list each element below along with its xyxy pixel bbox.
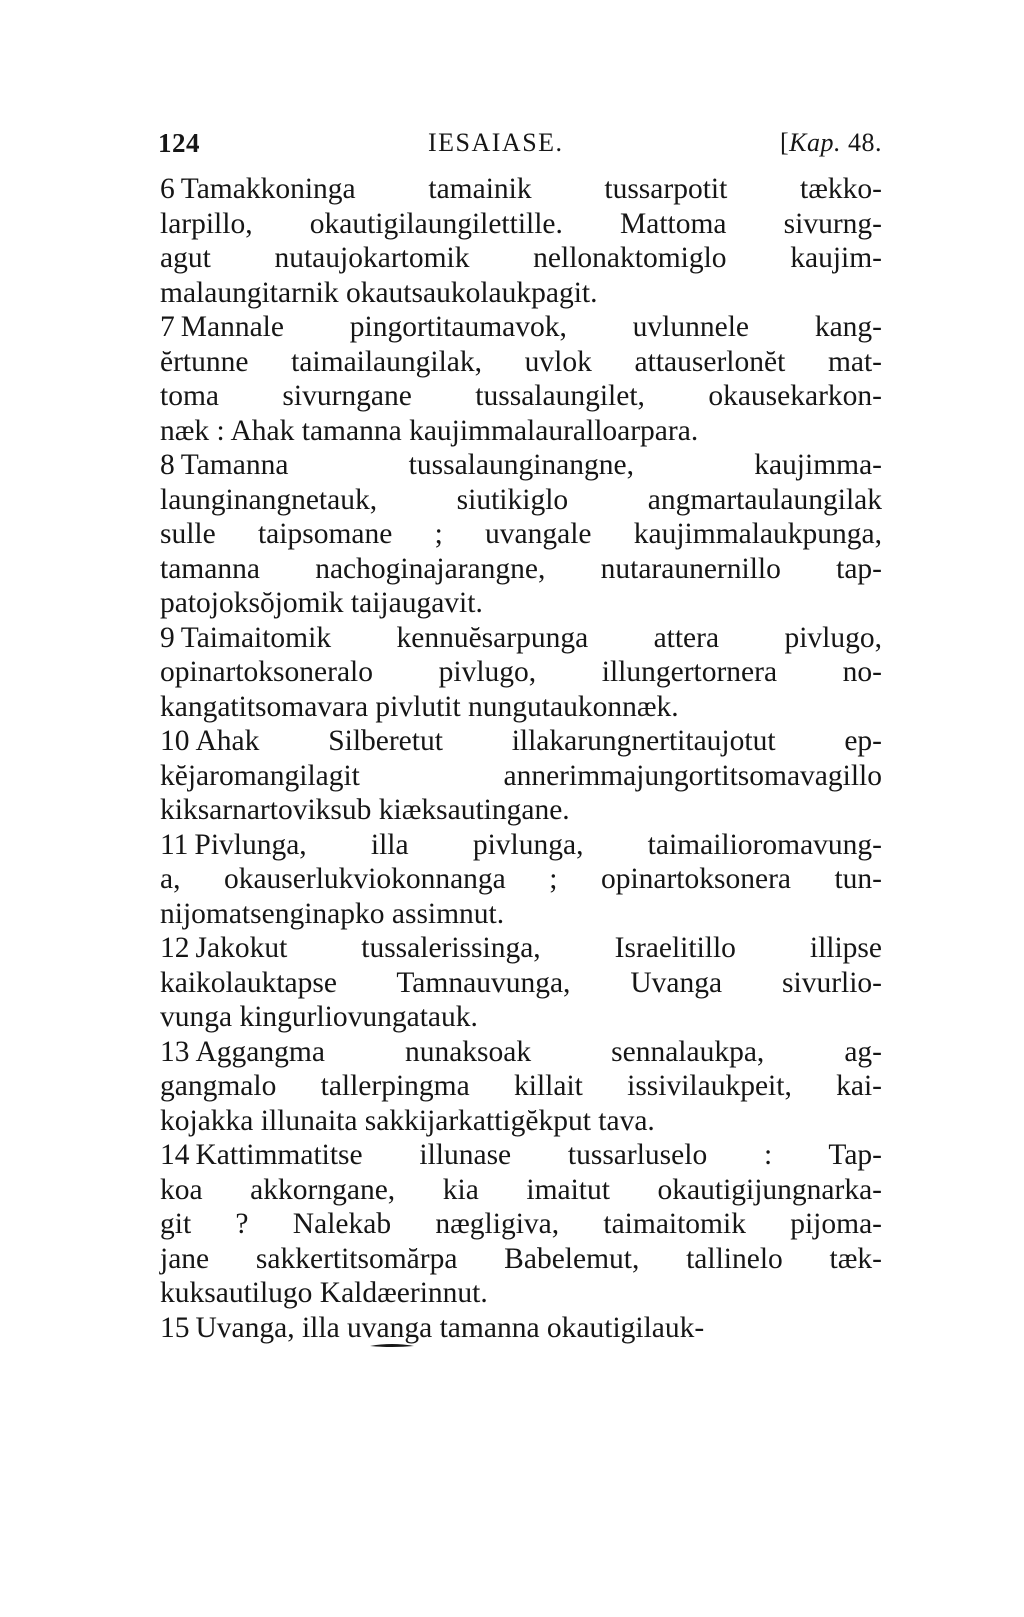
verse-text: næk : Ahak tamanna kaujimmalauralloarpara. <box>160 414 699 447</box>
verse-text: kaikolauktapse Tamnauvunga, Uvanga sivurlio- <box>160 966 882 999</box>
verse-text: kojakka illunaita sakkijarkattigĕkput tava. <box>160 1104 655 1137</box>
verse-number: 7 <box>160 311 175 343</box>
verse-number: 11 <box>160 828 189 861</box>
verse-text: koa akkorngane, kia imaitut okautigijungnarka- <box>160 1173 882 1206</box>
verse <box>160 1035 882 1139</box>
verse-text: Ahak Silberetut illakarungnertitaujotut ep- <box>195 725 882 757</box>
verse-line <box>160 793 882 828</box>
verse <box>160 310 882 448</box>
verse-number: 9 <box>160 621 175 654</box>
page <box>160 128 882 1345</box>
verse-text: Uvanga, illa uvanga tamanna okautigilauk- <box>195 1311 705 1344</box>
verse-text: Mannale pingortitaumavok, uvlunnele kang- <box>180 311 882 343</box>
verse-text: vunga kingurliovungatauk. <box>160 1001 478 1033</box>
verse-line <box>160 621 882 656</box>
verse-line <box>160 483 882 518</box>
verse-line <box>160 897 882 932</box>
verse-line <box>160 862 882 897</box>
verse-line <box>160 759 882 794</box>
verse-line <box>160 172 882 207</box>
verse-line <box>160 517 882 552</box>
verse-line <box>160 655 882 690</box>
verse-line <box>160 931 882 966</box>
running-head <box>160 128 882 172</box>
verse-text: Aggangma nunaksoak sennalaukpa, ag- <box>195 1035 882 1068</box>
verse-list <box>160 172 882 1345</box>
verse-text: malaungitarnik okautsaukolaukpagit. <box>160 276 598 309</box>
verse-line <box>160 1242 882 1277</box>
verse-text: kĕjaromangilagit annerimmajungortitsomavagillo <box>160 759 882 792</box>
verse-line <box>160 1104 882 1139</box>
verse-line <box>160 1035 882 1070</box>
verse-text: Taimaitomik kennuĕsarpunga attera pivlugo, <box>180 621 882 654</box>
chapter-number: 48. <box>848 128 882 157</box>
verse <box>160 1138 882 1311</box>
verse-text: opinartoksoneralo pivlugo, illungertornera no- <box>160 656 882 688</box>
verse-line <box>160 241 882 276</box>
verse-line <box>160 448 882 483</box>
verse-line <box>160 379 882 414</box>
book-title: IESAIASE. <box>428 128 564 157</box>
verse-number: 14 <box>160 1139 190 1171</box>
verse-text: kuksautilugo Kaldæerinnut. <box>160 1277 488 1309</box>
verse-text: launginangnetauk, siutikiglo angmartaulaungilak <box>160 483 882 516</box>
verse-text: sulle taipsomane ; uvangale kaujimmalaukpunga, <box>160 518 882 550</box>
verse <box>160 828 882 932</box>
verse-text: agut nutaujokartomik nellonaktomiglo kaujim- <box>160 242 882 274</box>
verse-line <box>160 586 882 621</box>
verse-line <box>160 1069 882 1104</box>
verse-text: patojoksŏjomik taijaugavit. <box>160 587 483 619</box>
chapter-bracket: [ <box>779 128 790 157</box>
verse-line <box>160 690 882 725</box>
verse-line <box>160 1000 882 1035</box>
chapter-label: Kap. <box>789 128 841 157</box>
verse-line <box>160 966 882 1001</box>
verse <box>160 621 882 725</box>
verse-number: 12 <box>160 932 190 964</box>
chapter-reference <box>780 128 882 158</box>
verse <box>160 448 882 621</box>
verse <box>160 172 882 310</box>
verse <box>160 1311 882 1346</box>
verse-line <box>160 414 882 449</box>
verse-text: Tamakkoninga tamainik tussarpotit tækko- <box>180 173 882 205</box>
verse-number: 6 <box>160 173 175 205</box>
verse-text: larpillo, okautigilaungilettille. Mattoma sivurng- <box>160 207 882 240</box>
verse-text: Tamanna tussalaunginangne, kaujimma- <box>180 449 882 481</box>
verse-line <box>160 276 882 311</box>
verse-number: 13 <box>160 1035 190 1068</box>
verse-text: git ? Nalekab nægligiva, taimaitomik pijoma- <box>160 1208 882 1240</box>
printer-ornament-icon <box>370 1343 414 1349</box>
verse-line <box>160 724 882 759</box>
verse-text: toma sivurngane tussalaungilet, okausekarkon- <box>160 380 882 412</box>
verse-line <box>160 207 882 242</box>
verse-line <box>160 828 882 863</box>
verse-line <box>160 345 882 380</box>
verse-line <box>160 1207 882 1242</box>
verse <box>160 724 882 828</box>
verse-text: tamanna nachoginajarangne, nutaraunernillo tap- <box>160 552 882 585</box>
verse-line <box>160 1173 882 1208</box>
verse-text: Jakokut tussalerissinga, Israelitillo illipse <box>195 932 882 964</box>
verse-number: 15 <box>160 1311 190 1344</box>
verse-line <box>160 310 882 345</box>
verse-text: kiksarnartoviksub kiæksautingane. <box>160 794 570 826</box>
verse-text: Kattimmatitse illunase tussarluselo : Tap- <box>195 1139 882 1171</box>
verse-line <box>160 552 882 587</box>
verse-number: 8 <box>160 449 175 481</box>
verse-line <box>160 1138 882 1173</box>
verse-text: jane sakkertitsomărpa Babelemut, tallinelo tæk- <box>160 1242 882 1275</box>
verse-text: Pivlunga, illa pivlunga, taimailioromavung- <box>194 828 882 861</box>
verse-line <box>160 1311 882 1346</box>
verse-text: kangatitsomavara pivlutit nungutaukonnæk. <box>160 690 679 723</box>
page-number: 124 <box>158 128 200 158</box>
verse-text: gangmalo tallerpingma killait issivilaukpeit, kai- <box>160 1070 882 1102</box>
verse-text: a, okauserlukviokonnanga ; opinartoksonera tun- <box>160 863 882 895</box>
verse-text: ĕrtunne taimailaungilak, uvlok attauserlonĕt mat- <box>160 345 882 378</box>
verse <box>160 931 882 1035</box>
verse-line <box>160 1276 882 1311</box>
verse-number: 10 <box>160 725 190 757</box>
verse-text: nijomatsenginapko assimnut. <box>160 897 505 930</box>
